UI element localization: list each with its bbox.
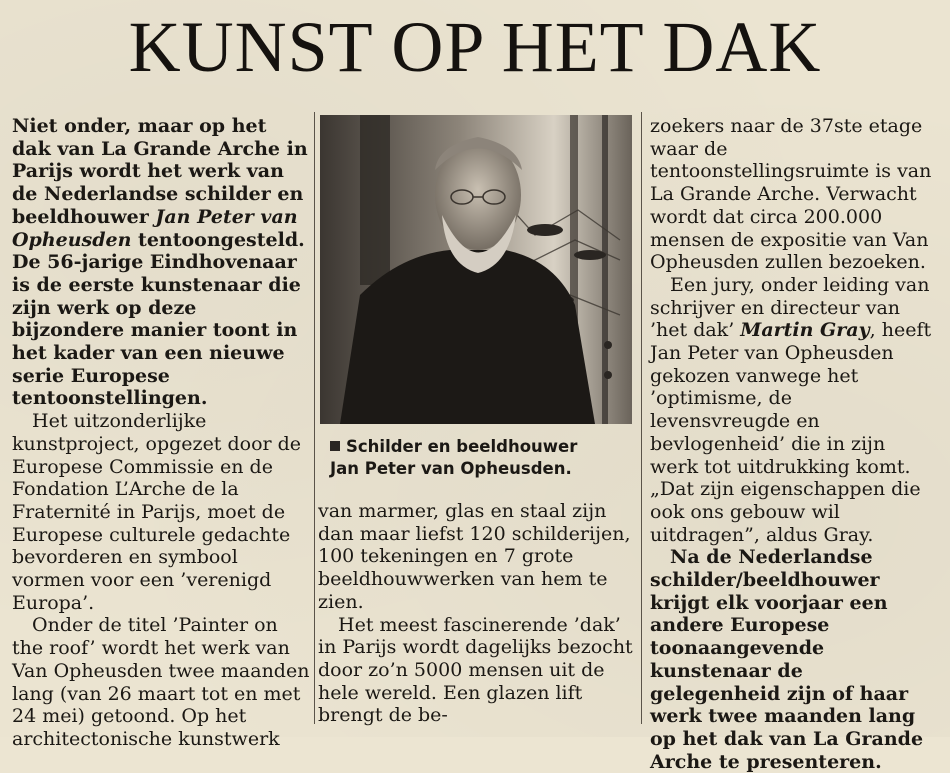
artist-name: Jan Peter van Opheusden <box>12 205 298 251</box>
paragraph: van marmer, glas en staal zijn dan maar liefst 120 schilderijen, 100 tekeningen en 7 grote beeldhouwwerken van hem te zien. <box>318 500 631 613</box>
paragraph-text-b: , heeft Jan Peter van Opheusden gekozen vanwege het ’optimisme, de levensvreugde en bevlogenheid’ die in zijn werk tot uitdrukking komt. „Dat zijn eigenschappen die ook ons gebouw wil uitdragen”, aldus Gray. <box>650 319 932 546</box>
photo-caption <box>330 436 630 480</box>
column-2 <box>318 500 636 727</box>
caption-marker-icon <box>330 441 340 451</box>
paragraph: Het uitzonderlijke kunstproject, opgezet door de Europese Commissie en de Fondation L’Arche de la Fraternité in Parijs, moet de Europese culturele gedachte bevorderen en symbool vormen voor een ’verenigd Europa’. <box>12 410 302 614</box>
paragraph-text-a: Een jury, onder leiding van schrijver en directeur van ’het dak’ <box>650 273 930 342</box>
caption-line-2: Jan Peter van Opheusden. <box>330 459 572 478</box>
caption-line-1: Schilder en beeldhouwer <box>346 437 578 456</box>
lead-text-1: Niet onder, maar op het dak van La Grande Arche in Parijs wordt het werk van de Nederlandse schilder en beeldhouwer <box>12 115 308 228</box>
paragraph: zoekers naar de 37ste etage waar de tentoonstellingsruimte is van La Grande Arche. Verwacht wordt dat circa 200.000 mensen de expositie van Van Opheusden zullen bezoeken. <box>650 115 932 274</box>
paragraph: Onder de titel ’Painter on the roof’ wordt het werk van Van Opheusden twee maanden lang (van 26 maart tot en met 24 mei) getoond. Op het architectonische kunstwerk <box>12 614 310 750</box>
column-divider <box>314 112 315 724</box>
paragraph: Het meest fascinerende ’dak’ in Parijs wordt dagelijks bezocht door zo’n 5000 mensen uit de hele wereld. Een glazen lift brengt de be- <box>318 613 633 727</box>
closing-paragraph: Na de Nederlandse schilder/beeldhouwer krijgt elk voorjaar een andere Europese toonaangevende kunstenaar de gelegenheid zijn of haar werk twee maanden lang op het dak van La Grande Arche te presenteren. <box>650 546 924 773</box>
jury-chair-name: Martin Gray <box>740 319 870 342</box>
lead-text-2: tentoongesteld. De 56-jarige Eindhovenaar is de eerste kunstenaar die zijn werk op deze bijzondere manier toont in het kader van een nieuwe serie Europese tentoonstellingen. <box>12 228 305 410</box>
caption-line <box>330 436 630 458</box>
lead-paragraph <box>12 115 310 410</box>
column-divider <box>641 112 642 724</box>
artist-photo <box>320 115 632 424</box>
column-3 <box>650 115 935 773</box>
paragraph <box>650 274 935 546</box>
column-1 <box>12 115 310 751</box>
headline: KUNST OP HET DAK <box>128 7 822 87</box>
